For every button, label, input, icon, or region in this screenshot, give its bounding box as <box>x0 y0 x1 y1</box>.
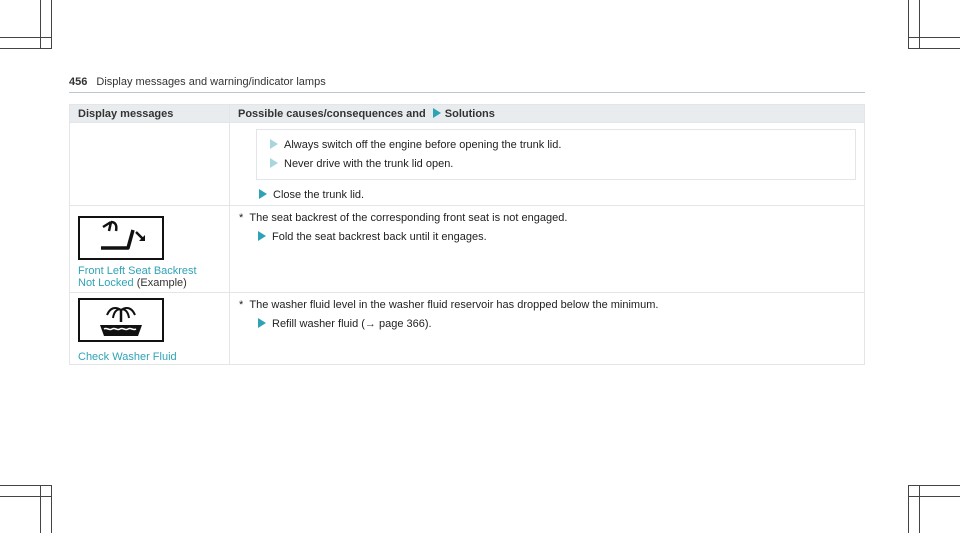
table-row <box>70 293 865 365</box>
list-item <box>257 136 855 155</box>
play-arrow-icon <box>258 231 266 241</box>
crop-mark <box>919 485 920 533</box>
step-text: Always switch off the engine before opening the trunk lid. <box>284 139 562 151</box>
crop-mark <box>0 48 52 49</box>
causes-header-text: Possible causes/consequences and <box>238 108 426 120</box>
table-header-row <box>70 105 865 123</box>
header-divider <box>69 92 865 93</box>
crop-mark <box>0 37 52 38</box>
asterisk: * <box>239 299 250 311</box>
solutions-cell <box>230 206 865 293</box>
step-text: Refill washer fluid ( <box>272 318 365 330</box>
display-messages-table <box>69 104 865 365</box>
table-row <box>70 123 865 206</box>
cause-text: The seat backrest of the corresponding front seat is not engaged. <box>249 212 568 224</box>
page-reference-link[interactable]: page 366). <box>375 318 432 330</box>
crop-mark <box>919 0 920 48</box>
step-text: Never drive with the trunk lid open. <box>284 158 454 170</box>
crop-mark <box>40 0 41 48</box>
crop-mark <box>908 48 960 49</box>
asterisk: * <box>239 212 250 224</box>
message-cell <box>70 293 230 365</box>
step-text: Close the trunk lid. <box>273 189 365 201</box>
cause-line <box>230 296 864 315</box>
solutions-cell <box>230 293 865 365</box>
crop-mark <box>0 496 52 497</box>
play-arrow-icon <box>258 318 266 328</box>
play-arrow-icon <box>433 108 441 118</box>
message-label <box>70 265 229 289</box>
page-header <box>69 76 865 90</box>
crop-mark <box>51 0 52 48</box>
column-header-causes <box>230 105 865 123</box>
table-row <box>70 206 865 293</box>
nested-steps-box <box>256 129 856 180</box>
solutions-cell <box>230 123 865 206</box>
crop-mark <box>0 485 52 486</box>
list-item <box>257 155 855 174</box>
cause-text: The washer fluid level in the washer fluid reservoir has dropped below the minimum. <box>249 299 659 311</box>
solutions-header-text: Solutions <box>444 108 495 120</box>
list-item <box>230 186 864 205</box>
crop-mark <box>908 485 909 533</box>
page-number: 456 <box>69 76 88 88</box>
list-item <box>230 228 864 247</box>
message-cell <box>70 123 230 206</box>
message-label-line: Front Left Seat Backrest <box>78 265 197 277</box>
play-arrow-icon <box>270 139 278 149</box>
play-arrow-icon <box>270 158 278 168</box>
column-header-display-messages: Display messages <box>70 105 230 123</box>
example-note: (Example) <box>136 277 187 289</box>
crop-mark <box>51 485 52 533</box>
list-item <box>230 315 864 334</box>
page-title: Display messages and warning/indicator lamps <box>96 76 326 88</box>
washer-fluid-icon <box>78 298 164 342</box>
play-arrow-icon <box>259 189 267 199</box>
crop-mark <box>908 37 960 38</box>
step-text: Fold the seat backrest back until it engages. <box>272 231 487 243</box>
page-reference-arrow-icon: → <box>364 318 376 330</box>
cause-line <box>230 209 864 228</box>
crop-mark <box>40 485 41 533</box>
crop-mark <box>908 496 960 497</box>
seat-backrest-icon <box>78 216 164 260</box>
crop-mark <box>908 485 960 486</box>
message-label: Check Washer Fluid <box>78 351 177 363</box>
message-label-line: Not Locked <box>78 277 134 289</box>
message-cell <box>70 206 230 293</box>
crop-mark <box>908 0 909 48</box>
